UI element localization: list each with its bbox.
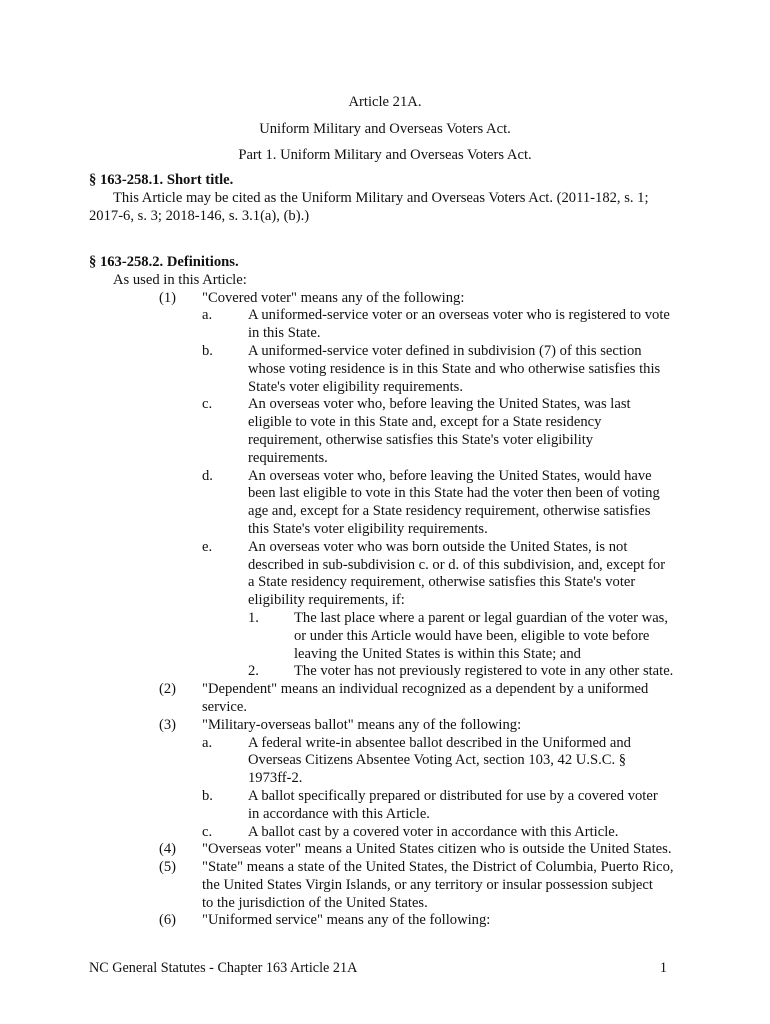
- item-number: 2.: [248, 663, 259, 680]
- item-number: e.: [202, 538, 213, 555]
- article-title: Article 21A.: [348, 94, 422, 110]
- item-number: c.: [202, 396, 213, 413]
- item-line: "Dependent" means an individual recognized as a dependent by a uniformed: [202, 681, 649, 698]
- item-line: "Overseas voter" means a United States citizen who is outside the United States.: [202, 841, 672, 858]
- page-number: 1: [659, 960, 667, 976]
- item-line: Overseas Citizens Absentee Voting Act, section 103, 42 U.S.C. §: [248, 752, 627, 769]
- item-number: b.: [202, 787, 213, 804]
- item-line: eligible to vote in this State and, except for a State residency: [248, 414, 602, 431]
- item-line: An overseas voter who, before leaving the United States, was last: [248, 396, 631, 413]
- item-line: age and, except for a State residency requirement, otherwise satisfies: [248, 503, 651, 520]
- item-number: b.: [202, 342, 213, 359]
- item-line: in this State.: [248, 325, 321, 342]
- item-line: A uniformed-service voter defined in subdivision (7) of this section: [248, 342, 642, 359]
- item-text: "Covered voter" means any of the following:: [202, 289, 465, 306]
- item-number: (6): [159, 912, 177, 929]
- item-number: (2): [159, 681, 177, 698]
- item-line: "Military-overseas ballot" means any of the following:: [202, 716, 522, 733]
- item-line: A uniformed-service voter or an overseas voter who is registered to vote: [248, 307, 670, 324]
- item-number: 1.: [248, 609, 259, 626]
- item-number: d.: [202, 467, 213, 484]
- definition-item: [89, 290, 681, 308]
- item-line: whose voting residence is in this State and who otherwise satisfies this: [248, 360, 661, 377]
- item-line: eligibility requirements, if:: [248, 592, 405, 609]
- section-short-title: [89, 172, 681, 225]
- item-line: described in sub-subdivision c. or d. of this subdivision, and, except for: [248, 556, 666, 573]
- item-line: service.: [202, 698, 247, 715]
- item-number: a.: [202, 307, 213, 324]
- item-line: A federal write-in absentee ballot described in the Uniformed and: [248, 734, 631, 751]
- definition-subsubitem: [89, 663, 681, 681]
- item-number: a.: [202, 734, 213, 751]
- section-definitions: [89, 254, 681, 930]
- footer-title: NC General Statutes - Chapter 163 Article 21A: [89, 960, 358, 976]
- definition-subitem: [89, 307, 681, 343]
- definition-subitem: [89, 343, 681, 396]
- section-text: This Article may be cited as the Uniform Military and Overseas Voters Act. (2011-182, s. 1;: [113, 189, 649, 206]
- definition-subitem: [89, 468, 681, 539]
- item-line: The voter has not previously registered to vote in any other state.: [294, 663, 674, 680]
- item-line: "State" means a state of the United States, the District of Columbia, Puerto Rico,: [202, 859, 674, 876]
- definition-item: [89, 912, 681, 930]
- article-subtitle: Uniform Military and Overseas Voters Act.: [259, 121, 511, 137]
- item-line: the United States Virgin Islands, or any territory or insular possession subject: [202, 876, 653, 893]
- item-number: (4): [159, 841, 177, 858]
- section-text: 2017-6, s. 3; 2018-146, s. 3.1(a), (b).): [89, 207, 310, 224]
- item-line: An overseas voter who was born outside the United States, is not: [248, 538, 628, 555]
- definition-subitem: [89, 735, 681, 788]
- item-line: A ballot cast by a covered voter in accordance with this Article.: [248, 823, 619, 840]
- section-heading: § 163-258.1. Short title.: [89, 172, 234, 188]
- section-intro: As used in this Article:: [113, 271, 247, 288]
- definition-subitem: [89, 539, 681, 610]
- definition-subsubitem: [89, 610, 681, 663]
- part-heading: Part 1. Uniform Military and Overseas Voters Act.: [238, 147, 532, 163]
- item-line: or under this Article would have been, eligible to vote before: [294, 627, 650, 644]
- section-heading: § 163-258.2. Definitions.: [89, 254, 239, 270]
- definition-item: [89, 717, 681, 735]
- item-line: this State's voter eligibility requirements.: [248, 520, 488, 537]
- item-line: requirements.: [248, 449, 328, 466]
- definition-item: [89, 841, 681, 859]
- item-line: leaving the United States is within this State; and: [294, 645, 581, 662]
- item-number: (1): [159, 289, 177, 306]
- item-line: A ballot specifically prepared or distributed for use by a covered voter: [248, 787, 658, 804]
- definition-subitem: [89, 824, 681, 842]
- item-line: in accordance with this Article.: [248, 805, 430, 822]
- definition-item: [89, 681, 681, 717]
- definition-subitem: [89, 788, 681, 824]
- item-line: to the jurisdiction of the United States.: [202, 894, 428, 911]
- item-number: (3): [159, 716, 177, 733]
- item-line: requirement, otherwise satisfies this State's voter eligibility: [248, 431, 594, 448]
- item-line: been last eligible to vote in this State had the voter then been of voting: [248, 485, 660, 502]
- item-line: The last place where a parent or legal guardian of the voter was,: [294, 609, 669, 626]
- item-number: c.: [202, 823, 213, 840]
- item-line: "Uniformed service" means any of the following:: [202, 912, 491, 929]
- item-line: 1973ff-2.: [248, 770, 303, 787]
- definition-item: [89, 859, 681, 912]
- item-number: (5): [159, 859, 177, 876]
- item-line: An overseas voter who, before leaving the United States, would have: [248, 467, 652, 484]
- item-line: State's voter eligibility requirements.: [248, 378, 464, 395]
- page-footer: [89, 960, 681, 978]
- definition-subitem: [89, 396, 681, 467]
- item-line: a State residency requirement, otherwise satisfies this State's voter: [248, 574, 636, 591]
